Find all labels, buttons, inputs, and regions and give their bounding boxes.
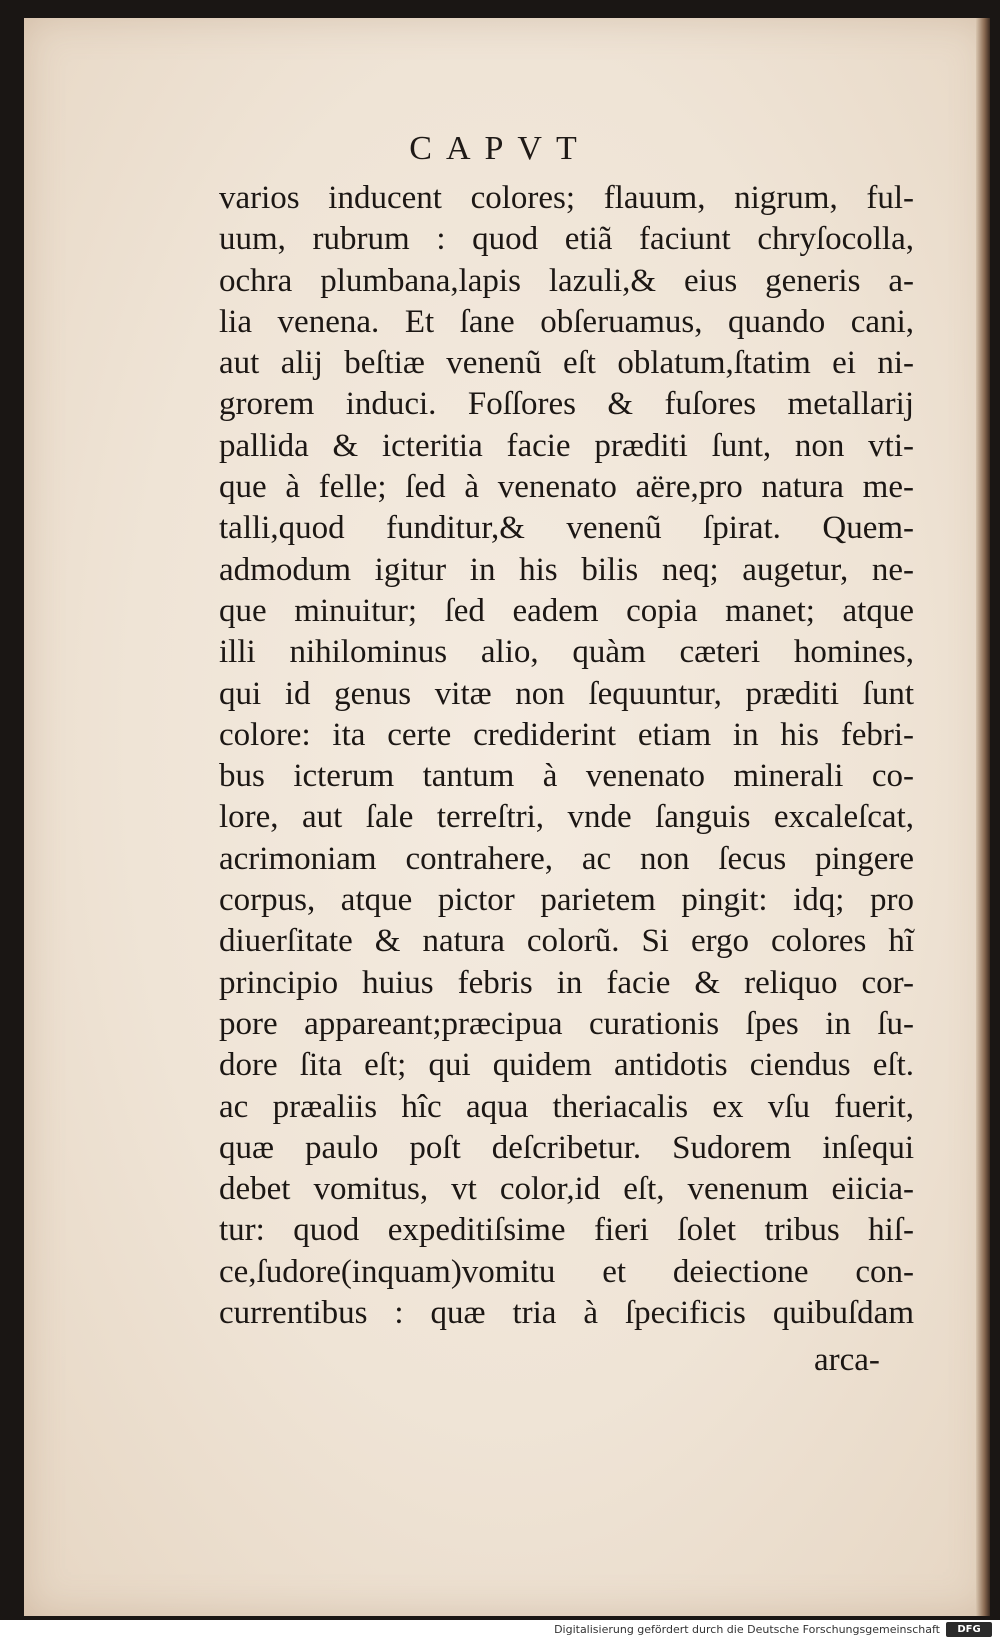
text-line: lore, aut ſale terreſtri, vnde ſanguis excaleſcat, [219, 799, 914, 836]
text-line: corpus, atque pictor parietem pingit: idq; pro [219, 882, 914, 919]
text-line: ochra plumbana,lapis lazuli,& eius generis a- [219, 262, 914, 299]
text-line: ce,ſudore(inquam)vomitu et deiectione con- [219, 1253, 914, 1290]
text-line: grorem induci. Foſſores & fuſores metallarij [219, 386, 914, 423]
page-edge [976, 18, 990, 1616]
text-line: pore appareant;præcipua curationis ſpes in ſu- [219, 1005, 914, 1042]
dfg-logo: DFG [946, 1622, 992, 1637]
text-line: dore ſita eſt; qui quidem antidotis ciendus eſt. [219, 1047, 914, 1084]
text-line: illi nihilominus alio, quàm cæteri homines, [219, 634, 914, 671]
text-line: acrimoniam contrahere, ac non ſecus pingere [219, 840, 914, 877]
text-line: pallida & icteritia facie præditi ſunt, non vti- [219, 427, 914, 464]
text-line: diuerſitate & natura colorũ. Si ergo colores hĩ [219, 923, 914, 960]
text-line: currentibus : quæ tria à ſpecificis quibuſdam [219, 1295, 914, 1332]
running-header: CAPVT [409, 130, 591, 167]
text-line: bus icterum tantum à venenato minerali co- [219, 758, 914, 795]
text-line: que à felle; ſed à venenato aëre,pro natura me- [219, 469, 914, 506]
text-line: varios inducent colores; flauum, nigrum, ful- [219, 180, 914, 216]
text-line: tur: quod expeditiſsime fieri ſolet tribus hiſ- [219, 1212, 914, 1249]
text-line: talli,quod funditur,& venenũ ſpirat. Quem- [219, 510, 914, 547]
text-line: uum, rubrum : quod etiã faciunt chryſocolla, [219, 221, 914, 258]
catchword: arca- [814, 1342, 880, 1378]
text-line: aut alij beſtiæ venenũ eſt oblatum,ſtatim ei ni- [219, 345, 914, 382]
footer-credit: Digitalisierung gefördert durch die Deutsche Forschungsgemeinschaft [554, 1623, 940, 1636]
text-line: que minuitur; ſed eadem copia manet; atque [219, 592, 914, 629]
text-line: qui id genus vitæ non ſequuntur, præditi ſunt [219, 675, 914, 712]
footer-bar [0, 1620, 1000, 1641]
text-line: ac præaliis hîc aqua theriacalis ex vſu fuerit, [219, 1088, 914, 1125]
book-page [24, 18, 990, 1616]
text-line: debet vomitus, vt color,id eſt, venenum eiicia- [219, 1171, 914, 1208]
text-line: admodum igitur in his bilis neq; augetur, ne- [219, 551, 914, 588]
text-line: lia venena. Et ſane obſeruamus, quando cani, [219, 303, 914, 340]
body-text [219, 178, 914, 1334]
text-line: quæ paulo poſt deſcribetur. Sudorem inſequi [219, 1129, 914, 1166]
text-line: principio huius febris in facie & reliquo cor- [219, 964, 914, 1001]
text-line: colore: ita certe crediderint etiam in his febri- [219, 716, 914, 753]
